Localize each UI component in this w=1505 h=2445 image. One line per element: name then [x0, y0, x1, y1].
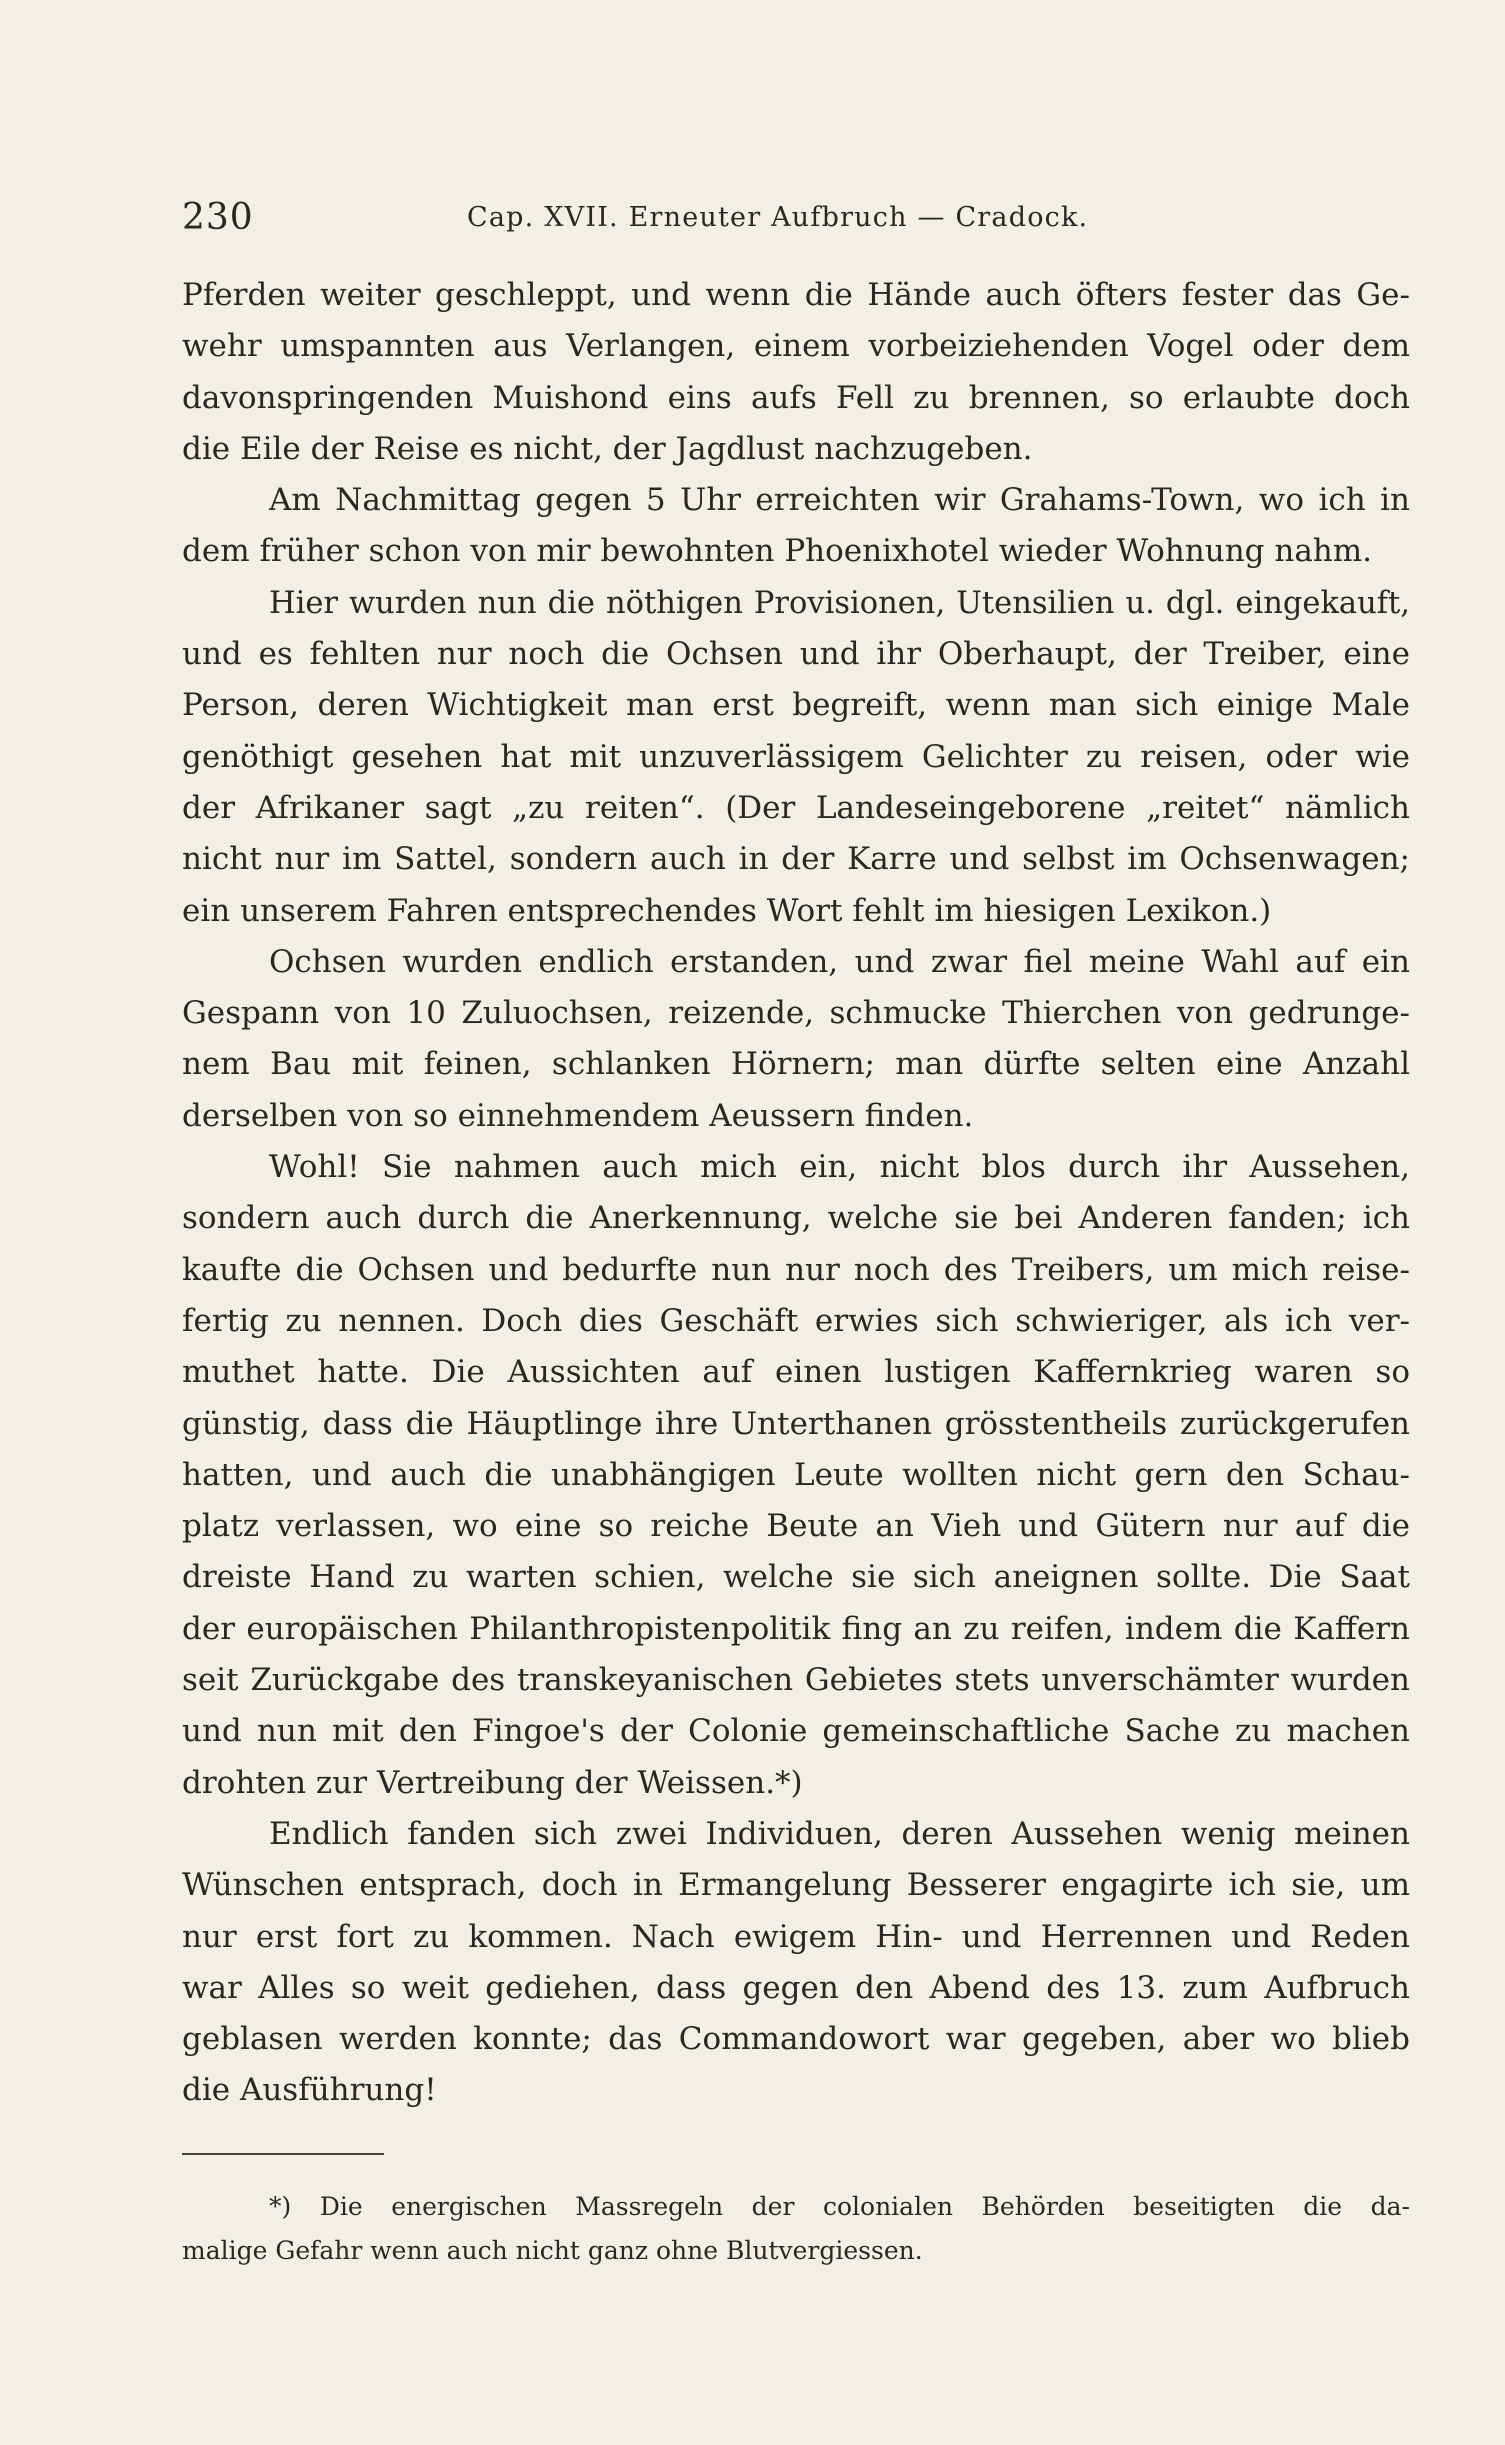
footnote-line: malige Gefahr wenn auch nicht ganz ohne Blutvergiessen.: [182, 2236, 923, 2265]
text-line: dem früher schon von mir bewohnten Phoenixhotel wieder Wohnung nahm.: [182, 533, 1373, 570]
body-text: [182, 270, 1410, 2117]
text-line: genöthigt gesehen hat mit unzuverlässigem Gelichter zu reisen, oder wie: [182, 738, 1410, 775]
text-line: Ochsen wurden endlich erstanden, und zwar fiel meine Wahl auf ein: [269, 943, 1410, 980]
text-line: Pferden weiter geschleppt, und wenn die Hände auch öfters fester das Ge-: [182, 277, 1410, 313]
text-line: Endlich fanden sich zwei Individuen, deren Aussehen wenig meinen: [269, 1815, 1410, 1852]
text-line: wehr umspannten aus Verlangen, einem vorbeiziehenden Vogel oder dem: [182, 328, 1410, 365]
text-line: und es fehlten nur noch die Ochsen und ihr Oberhaupt, der Treiber, eine: [182, 636, 1410, 673]
text-line: Gespann von 10 Zuluochsen, reizende, schmucke Thierchen von gedrunge-: [182, 995, 1410, 1032]
footnote: [182, 2185, 1410, 2273]
text-line: Hier wurden nun die nöthigen Provisionen, Utensilien u. dgl. eingekauft,: [269, 585, 1410, 621]
text-line: dreiste Hand zu warten schien, welche sie sich aneignen sollte. Die Saat: [182, 1559, 1410, 1596]
text-line: die Eile der Reise es nicht, der Jagdlust nachzugeben.: [182, 430, 1033, 467]
text-line: geblasen werden konnte; das Commandowort war gegeben, aber wo blieb: [182, 2021, 1410, 2058]
text-line: kaufte die Ochsen und bedurfte nun nur noch des Treibers, um mich reise-: [182, 1251, 1410, 1288]
text-line: die Ausführung!: [182, 2072, 437, 2109]
page-header: [182, 190, 1412, 246]
text-line: günstig, dass die Häuptlinge ihre Unterthanen grösstentheils zurückgerufen: [182, 1405, 1410, 1442]
text-line: fertig zu nennen. Doch dies Geschäft erwies sich schwieriger, als ich ver-: [182, 1302, 1410, 1339]
text-line: nicht nur im Sattel, sondern auch in der Karre und selbst im Ochsenwagen;: [182, 841, 1410, 878]
text-line: der Afrikaner sagt „zu reiten“. (Der Landeseingeborene „reitet“ nämlich: [182, 789, 1410, 826]
text-line: platz verlassen, wo eine so reiche Beute an Vieh und Gütern nur auf die: [182, 1508, 1410, 1545]
text-line: nem Bau mit feinen, schlanken Hörnern; man dürfte selten eine Anzahl: [182, 1046, 1410, 1083]
text-line: Am Nachmittag gegen 5 Uhr erreichten wir Grahams-Town, wo ich in: [269, 482, 1410, 519]
text-line: davonspringenden Muishond eins aufs Fell zu brennen, so erlaubte doch: [182, 379, 1410, 416]
text-line: Person, deren Wichtigkeit man erst begreift, wenn man sich einige Male: [182, 687, 1410, 724]
text-line: seit Zurückgabe des transkeyanischen Gebietes stets unverschämter wurden: [182, 1662, 1410, 1699]
text-line: Wohl! Sie nahmen auch mich ein, nicht blos durch ihr Aussehen,: [269, 1149, 1410, 1186]
text-line: sondern auch durch die Anerkennung, welche sie bei Anderen fanden; ich: [182, 1200, 1410, 1237]
text-line: und nun mit den Fingoe's der Colonie gemeinschaftliche Sache zu machen: [182, 1713, 1410, 1750]
text-line: ein unserem Fahren entsprechendes Wort fehlt im hiesigen Lexikon.): [182, 892, 1272, 929]
text-line: hatten, und auch die unabhängigen Leute wollten nicht gern den Schau-: [182, 1456, 1410, 1493]
running-head: Cap. XVII. Erneuter Aufbruch — Cradock.: [467, 202, 1089, 233]
text-line: muthet hatte. Die Aussichten auf einen lustigen Kaffernkrieg waren so: [182, 1354, 1410, 1391]
page-number: 230: [182, 197, 254, 238]
text-line: der europäischen Philanthropistenpolitik fing an zu reifen, indem die Kaffern: [182, 1610, 1410, 1647]
text-line: nur erst fort zu kommen. Nach ewigem Hin- und Herrennen und Reden: [182, 1918, 1410, 1955]
footnote-line: *) Die energischen Massregeln der colonialen Behörden beseitigten die da-: [269, 2192, 1410, 2221]
text-line: Wünschen entsprach, doch in Ermangelung Besserer engagirte ich sie, um: [182, 1867, 1410, 1904]
text-line: war Alles so weit gediehen, dass gegen den Abend des 13. zum Aufbruch: [182, 1969, 1410, 2006]
text-line: derselben von so einnehmendem Aeussern finden.: [182, 1097, 974, 1134]
footnote-divider: [182, 2153, 384, 2155]
text-line: drohten zur Vertreibung der Weissen.*): [182, 1764, 803, 1801]
